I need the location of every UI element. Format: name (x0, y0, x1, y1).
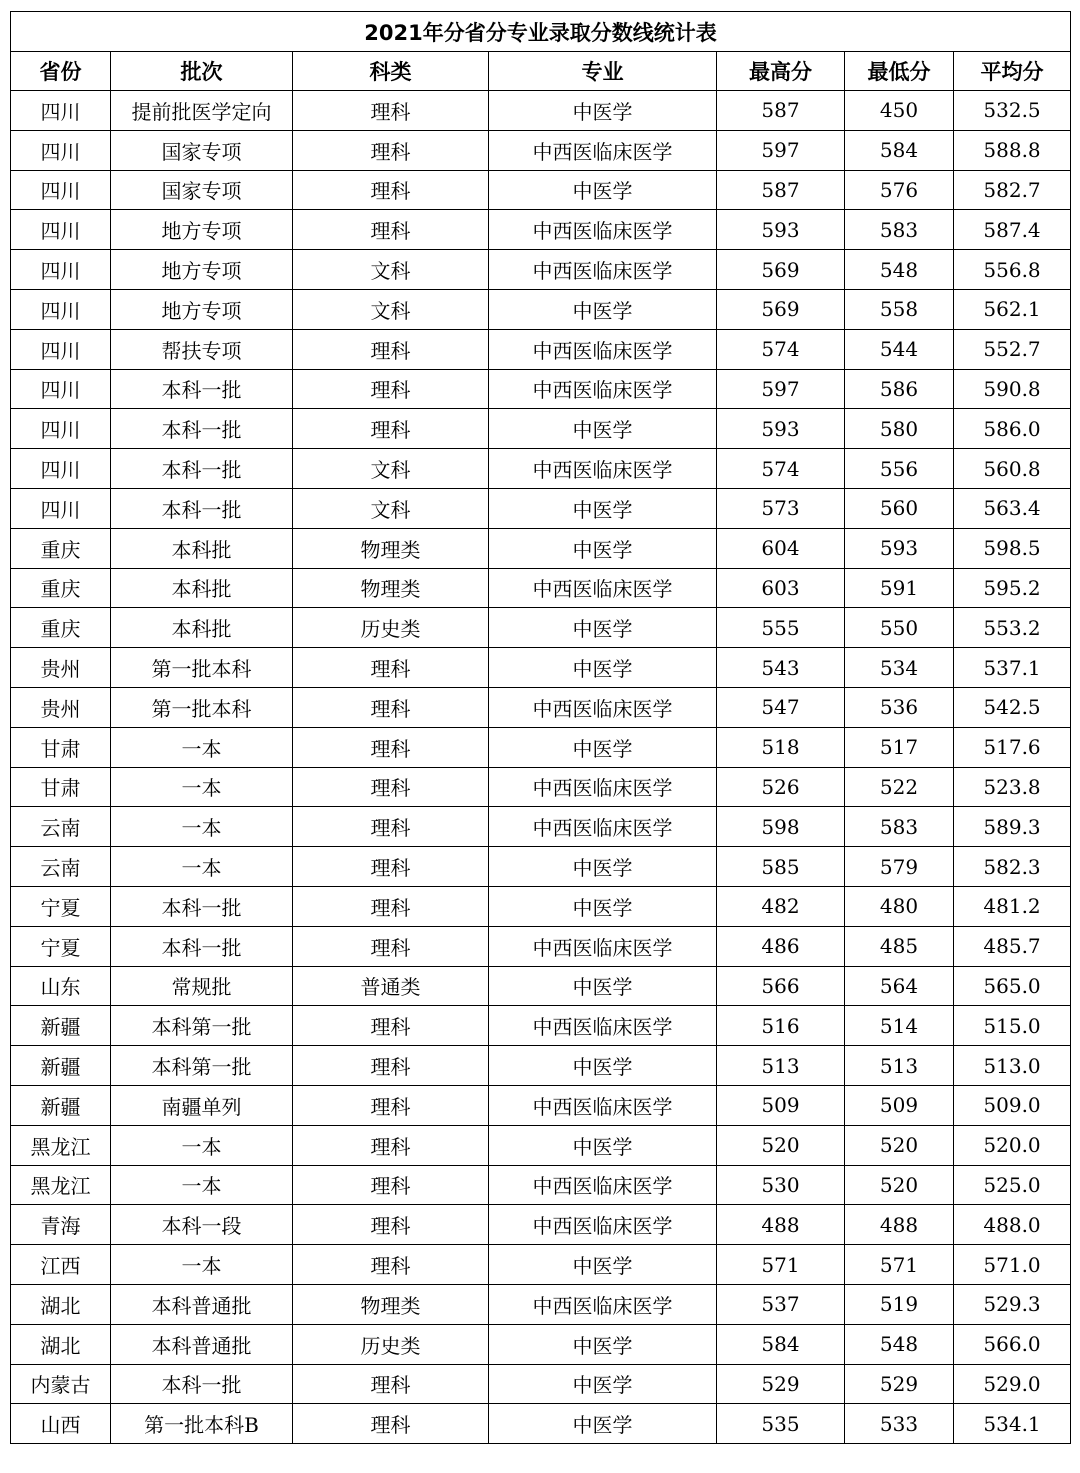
cell-avg-score: 586.0 (954, 409, 1071, 449)
cell-province: 甘肃 (11, 767, 111, 807)
cell-min-score: 522 (845, 767, 954, 807)
cell-category: 文科 (293, 289, 489, 329)
cell-min-score: 488 (845, 1205, 954, 1245)
column-header-batch: 批次 (111, 52, 293, 91)
cell-category: 理科 (293, 847, 489, 887)
cell-province: 甘肃 (11, 727, 111, 767)
cell-min-score: 548 (845, 250, 954, 290)
cell-max-score: 574 (717, 329, 845, 369)
cell-major: 中医学 (489, 528, 717, 568)
table-row (11, 807, 1071, 847)
cell-province: 江西 (11, 1245, 111, 1285)
cell-avg-score: 598.5 (954, 528, 1071, 568)
cell-major: 中医学 (489, 886, 717, 926)
cell-avg-score: 529.3 (954, 1284, 1071, 1324)
cell-province: 四川 (11, 329, 111, 369)
cell-min-score: 480 (845, 886, 954, 926)
cell-avg-score: 582.3 (954, 847, 1071, 887)
cell-min-score: 534 (845, 648, 954, 688)
cell-avg-score: 560.8 (954, 449, 1071, 489)
cell-avg-score: 513.0 (954, 1046, 1071, 1086)
cell-min-score: 536 (845, 687, 954, 727)
cell-batch: 地方专项 (111, 250, 293, 290)
cell-province: 四川 (11, 250, 111, 290)
table-row (11, 608, 1071, 648)
cell-category: 文科 (293, 250, 489, 290)
cell-province: 重庆 (11, 568, 111, 608)
table-row (11, 91, 1071, 131)
cell-province: 四川 (11, 369, 111, 409)
cell-avg-score: 481.2 (954, 886, 1071, 926)
cell-avg-score: 509.0 (954, 1085, 1071, 1125)
cell-max-score: 518 (717, 727, 845, 767)
cell-min-score: 533 (845, 1404, 954, 1444)
cell-max-score: 529 (717, 1364, 845, 1404)
cell-major: 中医学 (489, 289, 717, 329)
table-row (11, 528, 1071, 568)
cell-major: 中西医临床医学 (489, 130, 717, 170)
cell-min-score: 513 (845, 1046, 954, 1086)
cell-batch: 一本 (111, 1125, 293, 1165)
cell-batch: 国家专项 (111, 130, 293, 170)
cell-max-score: 593 (717, 210, 845, 250)
cell-major: 中西医临床医学 (489, 369, 717, 409)
cell-category: 物理类 (293, 568, 489, 608)
cell-max-score: 573 (717, 488, 845, 528)
cell-category: 理科 (293, 210, 489, 250)
cell-batch: 一本 (111, 847, 293, 887)
cell-min-score: 571 (845, 1245, 954, 1285)
cell-major: 中西医临床医学 (489, 568, 717, 608)
cell-major: 中西医临床医学 (489, 767, 717, 807)
table-row (11, 1404, 1071, 1444)
column-header-min-score: 最低分 (845, 52, 954, 91)
cell-batch: 本科一批 (111, 369, 293, 409)
cell-batch: 本科一批 (111, 1364, 293, 1404)
cell-max-score: 547 (717, 687, 845, 727)
cell-avg-score: 590.8 (954, 369, 1071, 409)
cell-avg-score: 488.0 (954, 1205, 1071, 1245)
cell-province: 贵州 (11, 648, 111, 688)
table-row (11, 329, 1071, 369)
table-row (11, 1006, 1071, 1046)
cell-batch: 本科一批 (111, 409, 293, 449)
cell-batch: 第一批本科B (111, 1404, 293, 1444)
cell-category: 物理类 (293, 1284, 489, 1324)
table-row (11, 170, 1071, 210)
cell-min-score: 583 (845, 807, 954, 847)
cell-province: 贵州 (11, 687, 111, 727)
cell-category: 理科 (293, 767, 489, 807)
table-row (11, 369, 1071, 409)
table-title-row (11, 12, 1071, 52)
cell-min-score: 550 (845, 608, 954, 648)
table-row (11, 409, 1071, 449)
cell-category: 理科 (293, 807, 489, 847)
cell-category: 理科 (293, 1165, 489, 1205)
cell-avg-score: 542.5 (954, 687, 1071, 727)
cell-batch: 常规批 (111, 966, 293, 1006)
cell-province: 黑龙江 (11, 1125, 111, 1165)
cell-avg-score: 520.0 (954, 1125, 1071, 1165)
cell-category: 理科 (293, 1364, 489, 1404)
table-row (11, 886, 1071, 926)
column-header-province: 省份 (11, 52, 111, 91)
cell-province: 四川 (11, 289, 111, 329)
cell-max-score: 537 (717, 1284, 845, 1324)
cell-major: 中医学 (489, 847, 717, 887)
cell-category: 历史类 (293, 608, 489, 648)
cell-province: 四川 (11, 130, 111, 170)
cell-major: 中医学 (489, 1046, 717, 1086)
cell-batch: 一本 (111, 727, 293, 767)
table-row (11, 250, 1071, 290)
cell-batch: 地方专项 (111, 210, 293, 250)
cell-major: 中医学 (489, 966, 717, 1006)
cell-avg-score: 582.7 (954, 170, 1071, 210)
cell-avg-score: 529.0 (954, 1364, 1071, 1404)
cell-batch: 本科普通批 (111, 1284, 293, 1324)
table-row (11, 847, 1071, 887)
cell-province: 云南 (11, 847, 111, 887)
cell-batch: 第一批本科 (111, 687, 293, 727)
table-row (11, 449, 1071, 489)
cell-category: 历史类 (293, 1324, 489, 1364)
cell-category: 理科 (293, 1404, 489, 1444)
cell-province: 新疆 (11, 1046, 111, 1086)
table-body (11, 91, 1071, 1444)
cell-max-score: 597 (717, 369, 845, 409)
cell-batch: 第一批本科 (111, 648, 293, 688)
cell-avg-score: 553.2 (954, 608, 1071, 648)
cell-min-score: 558 (845, 289, 954, 329)
cell-major: 中医学 (489, 409, 717, 449)
cell-province: 湖北 (11, 1324, 111, 1364)
cell-category: 理科 (293, 170, 489, 210)
column-header-avg-score: 平均分 (954, 52, 1071, 91)
cell-min-score: 593 (845, 528, 954, 568)
cell-major: 中西医临床医学 (489, 1205, 717, 1245)
cell-avg-score: 537.1 (954, 648, 1071, 688)
column-header-category: 科类 (293, 52, 489, 91)
cell-batch: 地方专项 (111, 289, 293, 329)
cell-avg-score: 587.4 (954, 210, 1071, 250)
cell-min-score: 520 (845, 1125, 954, 1165)
table-row (11, 130, 1071, 170)
cell-avg-score: 595.2 (954, 568, 1071, 608)
cell-avg-score: 571.0 (954, 1245, 1071, 1285)
cell-avg-score: 588.8 (954, 130, 1071, 170)
cell-max-score: 509 (717, 1085, 845, 1125)
cell-province: 新疆 (11, 1085, 111, 1125)
cell-avg-score: 515.0 (954, 1006, 1071, 1046)
cell-major: 中西医临床医学 (489, 210, 717, 250)
table-title: 2021年分省分专业录取分数线统计表 (11, 12, 1071, 52)
cell-major: 中西医临床医学 (489, 449, 717, 489)
cell-max-score: 571 (717, 1245, 845, 1285)
cell-category: 理科 (293, 727, 489, 767)
cell-max-score: 574 (717, 449, 845, 489)
cell-province: 四川 (11, 449, 111, 489)
cell-category: 普通类 (293, 966, 489, 1006)
table-row (11, 1085, 1071, 1125)
cell-category: 文科 (293, 449, 489, 489)
cell-batch: 本科一批 (111, 449, 293, 489)
cell-major: 中西医临床医学 (489, 687, 717, 727)
cell-major: 中医学 (489, 1245, 717, 1285)
cell-province: 重庆 (11, 528, 111, 568)
cell-province: 黑龙江 (11, 1165, 111, 1205)
cell-min-score: 560 (845, 488, 954, 528)
cell-max-score: 530 (717, 1165, 845, 1205)
table-row (11, 1364, 1071, 1404)
cell-min-score: 564 (845, 966, 954, 1006)
cell-max-score: 482 (717, 886, 845, 926)
cell-avg-score: 534.1 (954, 1404, 1071, 1444)
cell-major: 中西医临床医学 (489, 926, 717, 966)
cell-max-score: 587 (717, 170, 845, 210)
cell-batch: 本科批 (111, 608, 293, 648)
cell-min-score: 584 (845, 130, 954, 170)
cell-avg-score: 485.7 (954, 926, 1071, 966)
admission-score-table (10, 11, 1071, 1444)
cell-avg-score: 589.3 (954, 807, 1071, 847)
cell-province: 四川 (11, 488, 111, 528)
cell-major: 中西医临床医学 (489, 1284, 717, 1324)
cell-province: 四川 (11, 210, 111, 250)
cell-avg-score: 552.7 (954, 329, 1071, 369)
table-row (11, 1324, 1071, 1364)
cell-batch: 一本 (111, 1165, 293, 1205)
cell-batch: 本科一批 (111, 926, 293, 966)
cell-major: 中西医临床医学 (489, 329, 717, 369)
cell-major: 中医学 (489, 91, 717, 131)
cell-batch: 本科批 (111, 528, 293, 568)
cell-avg-score: 556.8 (954, 250, 1071, 290)
cell-batch: 本科批 (111, 568, 293, 608)
column-header-major: 专业 (489, 52, 717, 91)
cell-batch: 本科一批 (111, 886, 293, 926)
cell-province: 青海 (11, 1205, 111, 1245)
cell-category: 理科 (293, 91, 489, 131)
cell-province: 四川 (11, 170, 111, 210)
cell-max-score: 526 (717, 767, 845, 807)
table-header-row (11, 52, 1071, 91)
cell-avg-score: 562.1 (954, 289, 1071, 329)
cell-major: 中医学 (489, 727, 717, 767)
cell-category: 理科 (293, 409, 489, 449)
cell-max-score: 486 (717, 926, 845, 966)
cell-province: 宁夏 (11, 886, 111, 926)
cell-avg-score: 566.0 (954, 1324, 1071, 1364)
cell-max-score: 604 (717, 528, 845, 568)
cell-batch: 一本 (111, 767, 293, 807)
table-row (11, 687, 1071, 727)
cell-max-score: 513 (717, 1046, 845, 1086)
cell-max-score: 598 (717, 807, 845, 847)
cell-category: 理科 (293, 687, 489, 727)
cell-major: 中西医临床医学 (489, 1006, 717, 1046)
cell-max-score: 535 (717, 1404, 845, 1444)
table-row (11, 648, 1071, 688)
cell-category: 理科 (293, 1085, 489, 1125)
cell-max-score: 569 (717, 289, 845, 329)
cell-min-score: 586 (845, 369, 954, 409)
cell-min-score: 517 (845, 727, 954, 767)
cell-min-score: 579 (845, 847, 954, 887)
table-row (11, 568, 1071, 608)
cell-max-score: 587 (717, 91, 845, 131)
cell-batch: 本科一段 (111, 1205, 293, 1245)
cell-category: 理科 (293, 1205, 489, 1245)
cell-major: 中医学 (489, 608, 717, 648)
cell-min-score: 520 (845, 1165, 954, 1205)
table-row (11, 966, 1071, 1006)
table-row (11, 1245, 1071, 1285)
cell-major: 中医学 (489, 1364, 717, 1404)
cell-min-score: 529 (845, 1364, 954, 1404)
cell-batch: 帮扶专项 (111, 329, 293, 369)
cell-min-score: 556 (845, 449, 954, 489)
cell-category: 理科 (293, 1006, 489, 1046)
cell-major: 中西医临床医学 (489, 1085, 717, 1125)
cell-category: 理科 (293, 130, 489, 170)
cell-min-score: 591 (845, 568, 954, 608)
score-table-sheet (10, 11, 1070, 1444)
cell-max-score: 584 (717, 1324, 845, 1364)
cell-min-score: 576 (845, 170, 954, 210)
cell-max-score: 516 (717, 1006, 845, 1046)
cell-min-score: 544 (845, 329, 954, 369)
cell-min-score: 583 (845, 210, 954, 250)
cell-batch: 一本 (111, 807, 293, 847)
cell-max-score: 543 (717, 648, 845, 688)
cell-min-score: 514 (845, 1006, 954, 1046)
cell-max-score: 566 (717, 966, 845, 1006)
table-row (11, 926, 1071, 966)
cell-major: 中医学 (489, 488, 717, 528)
cell-min-score: 509 (845, 1085, 954, 1125)
cell-batch: 一本 (111, 1245, 293, 1285)
cell-province: 新疆 (11, 1006, 111, 1046)
cell-province: 山西 (11, 1404, 111, 1444)
cell-category: 理科 (293, 1046, 489, 1086)
cell-category: 理科 (293, 886, 489, 926)
cell-category: 文科 (293, 488, 489, 528)
cell-min-score: 450 (845, 91, 954, 131)
cell-major: 中医学 (489, 1324, 717, 1364)
cell-batch: 本科一批 (111, 488, 293, 528)
column-header-max-score: 最高分 (717, 52, 845, 91)
table-row (11, 488, 1071, 528)
cell-avg-score: 517.6 (954, 727, 1071, 767)
cell-max-score: 597 (717, 130, 845, 170)
cell-major: 中医学 (489, 1404, 717, 1444)
cell-province: 宁夏 (11, 926, 111, 966)
table-row (11, 1165, 1071, 1205)
cell-category: 物理类 (293, 528, 489, 568)
cell-major: 中西医临床医学 (489, 250, 717, 290)
table-row (11, 289, 1071, 329)
table-row (11, 727, 1071, 767)
table-row (11, 1046, 1071, 1086)
cell-category: 理科 (293, 648, 489, 688)
cell-major: 中医学 (489, 648, 717, 688)
table-row (11, 1284, 1071, 1324)
cell-avg-score: 532.5 (954, 91, 1071, 131)
cell-avg-score: 563.4 (954, 488, 1071, 528)
cell-max-score: 585 (717, 847, 845, 887)
cell-major: 中西医临床医学 (489, 1165, 717, 1205)
cell-batch: 南疆单列 (111, 1085, 293, 1125)
cell-max-score: 603 (717, 568, 845, 608)
cell-min-score: 519 (845, 1284, 954, 1324)
cell-max-score: 520 (717, 1125, 845, 1165)
cell-batch: 国家专项 (111, 170, 293, 210)
table-row (11, 1125, 1071, 1165)
cell-province: 云南 (11, 807, 111, 847)
cell-batch: 提前批医学定向 (111, 91, 293, 131)
cell-avg-score: 523.8 (954, 767, 1071, 807)
cell-category: 理科 (293, 1125, 489, 1165)
cell-category: 理科 (293, 926, 489, 966)
table-row (11, 1205, 1071, 1245)
cell-major: 中医学 (489, 170, 717, 210)
cell-province: 内蒙古 (11, 1364, 111, 1404)
cell-province: 重庆 (11, 608, 111, 648)
cell-batch: 本科第一批 (111, 1046, 293, 1086)
cell-category: 理科 (293, 1245, 489, 1285)
table-row (11, 210, 1071, 250)
cell-max-score: 488 (717, 1205, 845, 1245)
cell-avg-score: 525.0 (954, 1165, 1071, 1205)
cell-province: 四川 (11, 91, 111, 131)
cell-major: 中西医临床医学 (489, 807, 717, 847)
cell-max-score: 569 (717, 250, 845, 290)
cell-max-score: 555 (717, 608, 845, 648)
cell-category: 理科 (293, 369, 489, 409)
cell-batch: 本科普通批 (111, 1324, 293, 1364)
table-row (11, 767, 1071, 807)
cell-province: 山东 (11, 966, 111, 1006)
cell-min-score: 485 (845, 926, 954, 966)
cell-min-score: 580 (845, 409, 954, 449)
cell-category: 理科 (293, 329, 489, 369)
cell-min-score: 548 (845, 1324, 954, 1364)
cell-province: 四川 (11, 409, 111, 449)
cell-batch: 本科第一批 (111, 1006, 293, 1046)
cell-province: 湖北 (11, 1284, 111, 1324)
cell-major: 中医学 (489, 1125, 717, 1165)
cell-max-score: 593 (717, 409, 845, 449)
cell-avg-score: 565.0 (954, 966, 1071, 1006)
